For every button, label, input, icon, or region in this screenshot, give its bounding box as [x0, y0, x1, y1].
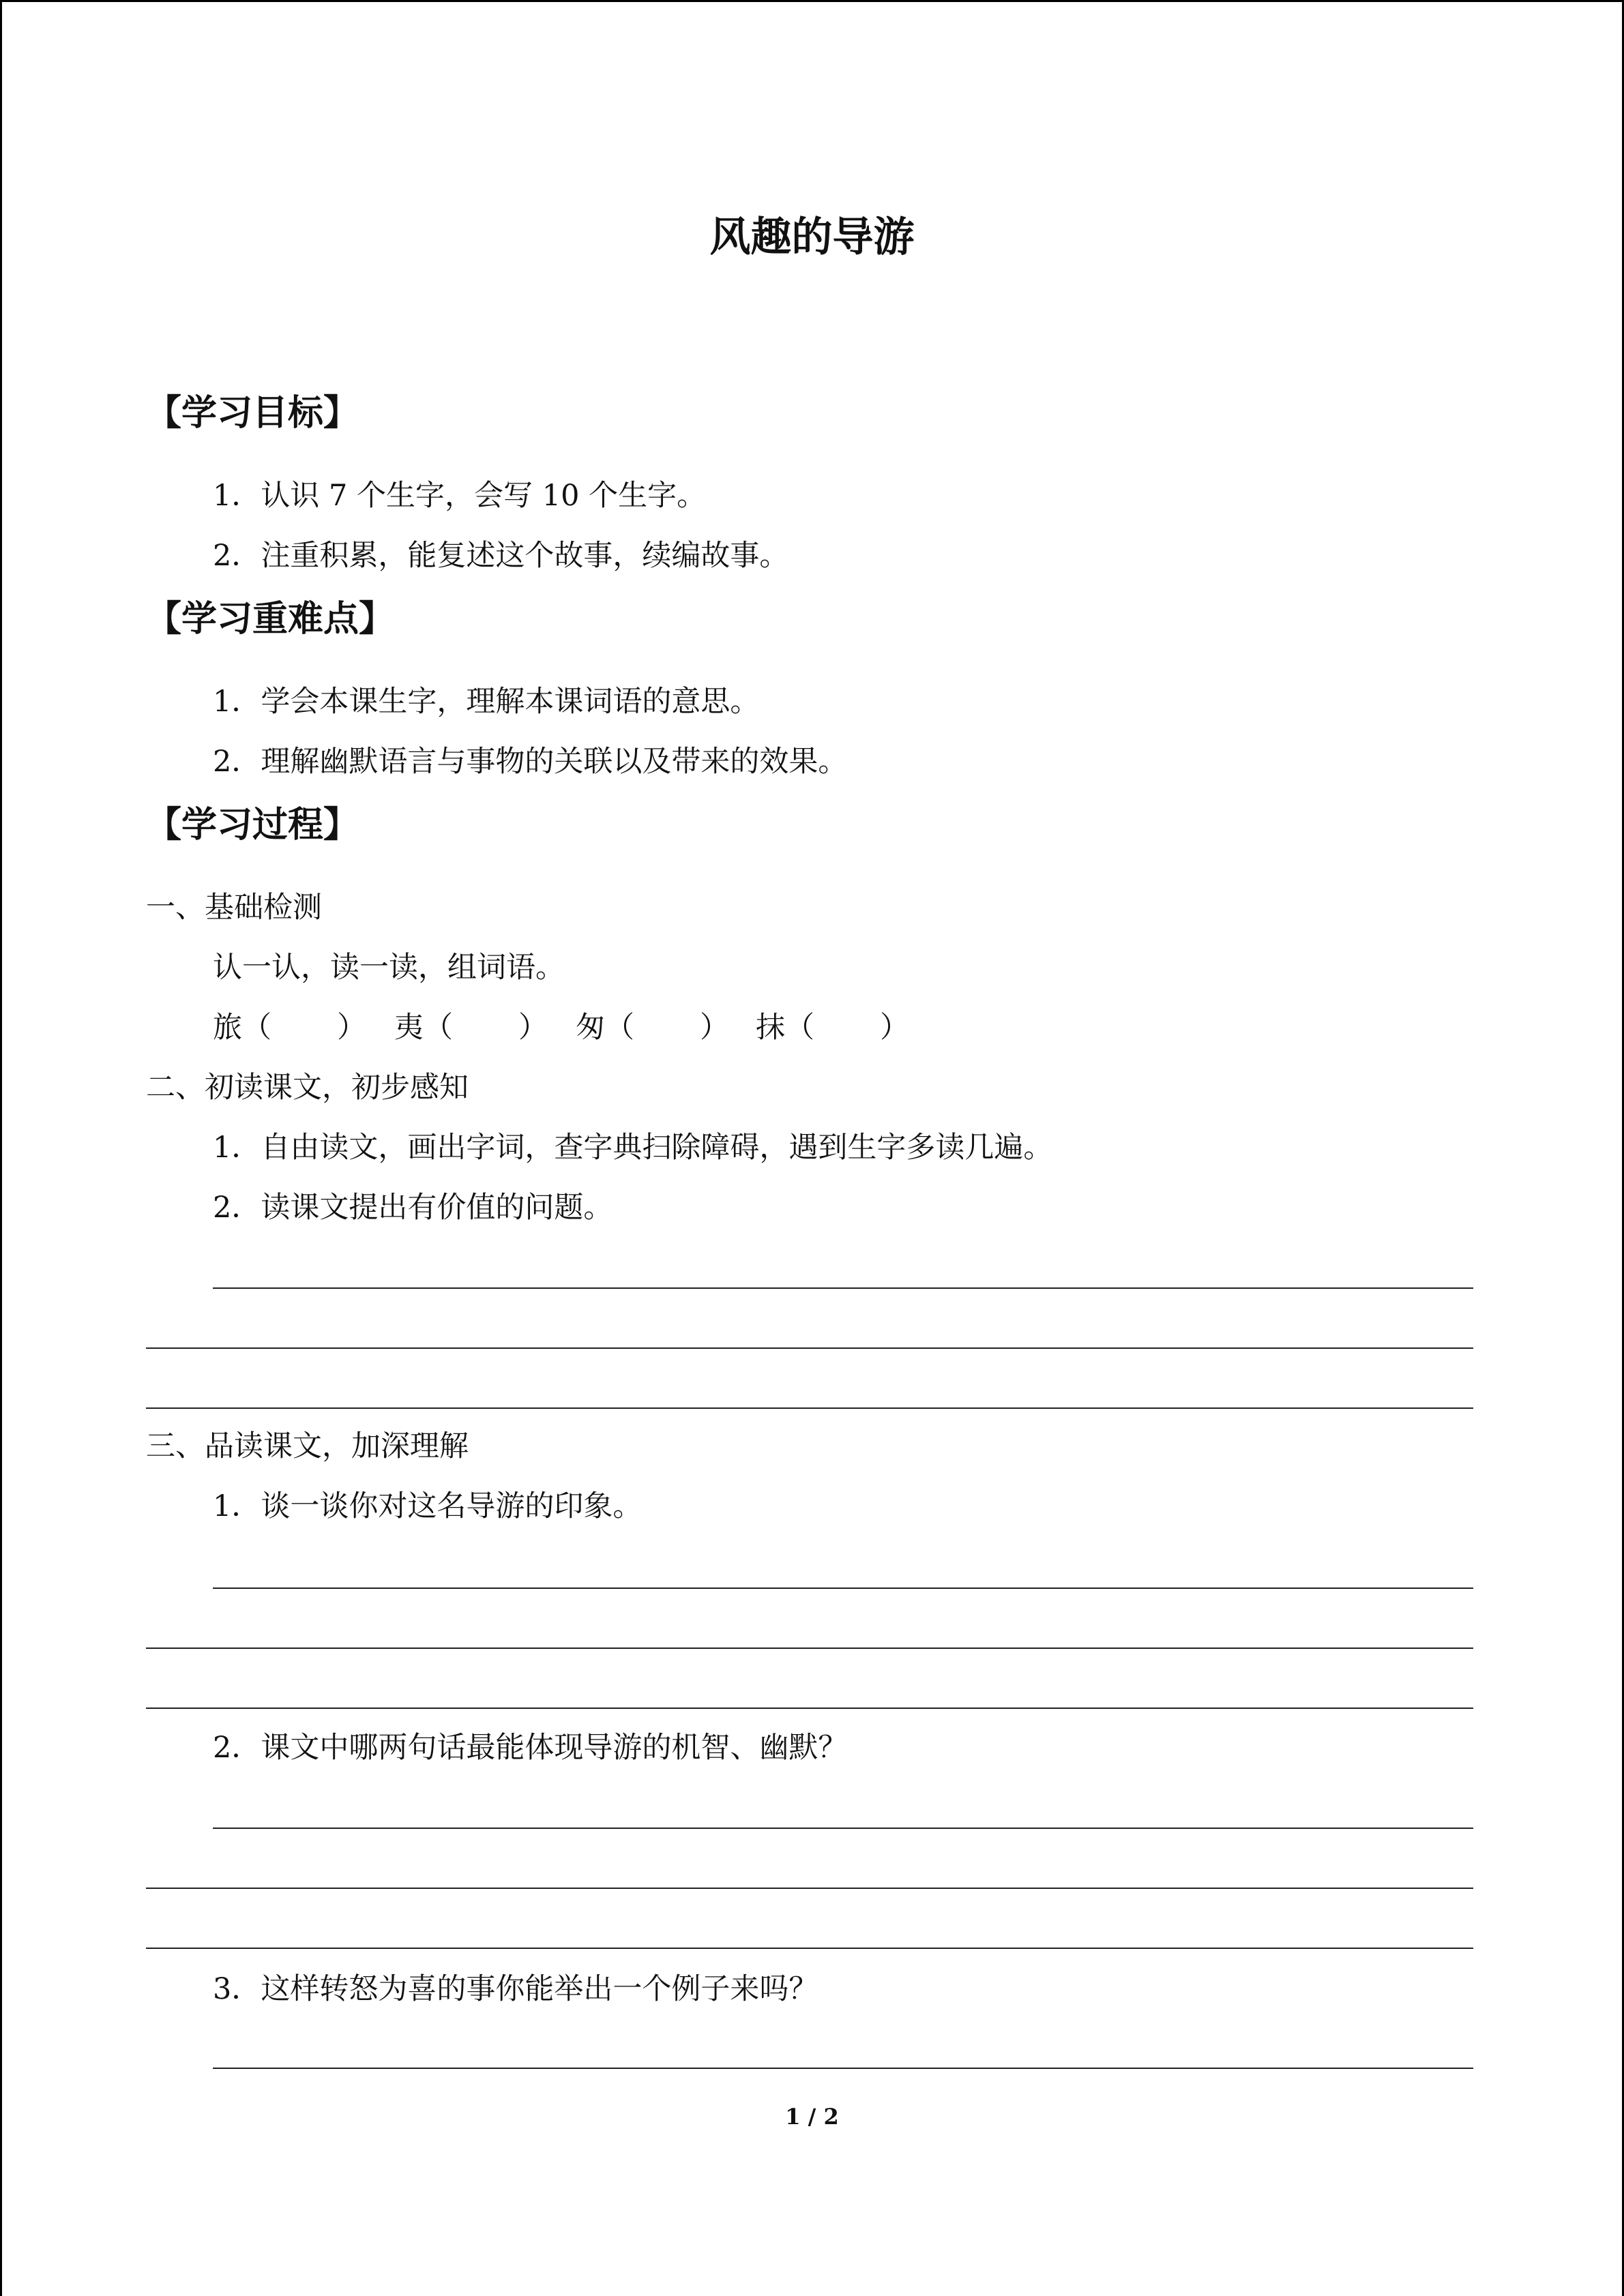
part3-item-2: 2．课文中哪两句话最能体现导游的机智、幽默？	[213, 1731, 848, 1765]
section-heading-process: 【学习过程】	[146, 805, 359, 846]
part2-title: 二、初读课文，初步感知	[146, 1071, 469, 1105]
key-point-item-2: 2．理解幽默语言与事物的关联以及带来的效果。	[213, 745, 848, 779]
paren-open: （	[605, 1011, 634, 1045]
answer-line[interactable]	[146, 1888, 1473, 1889]
page-border-top	[0, 0, 1624, 2]
answer-line[interactable]	[146, 1648, 1473, 1649]
part1-title: 一、基础检测	[146, 891, 322, 925]
key-point-item-1: 1．学会本课生字，理解本课词语的意思。	[213, 685, 760, 719]
section-heading-key-points: 【学习重难点】	[146, 599, 395, 640]
char-glyph: 抹	[756, 1011, 785, 1045]
answer-line[interactable]	[213, 1828, 1473, 1829]
answer-line[interactable]	[146, 1407, 1473, 1409]
char-glyph: 旅	[213, 1011, 242, 1045]
answer-line[interactable]	[213, 1587, 1473, 1589]
part2-item-1: 1．自由读文，画出字词，查字典扫除障碍，遇到生字多读几遍。	[213, 1131, 1053, 1165]
page-border-left	[0, 0, 2, 2296]
part3-item-3: 3．这样转怒为喜的事你能举出一个例子来吗？	[213, 1972, 818, 2006]
page-title: 风趣的导游	[709, 213, 915, 261]
part3-item-1: 1．谈一谈你对这名导游的印象。	[213, 1489, 643, 1523]
part2-item-2: 2．读课文提出有价值的问题。	[213, 1191, 613, 1225]
answer-line[interactable]	[146, 1948, 1473, 1949]
paren-close: ）	[337, 1011, 366, 1045]
page-number: 1 / 2	[785, 2104, 839, 2130]
paren-close: ）	[518, 1011, 548, 1045]
answer-line[interactable]	[146, 1708, 1473, 1709]
paren-open: （	[424, 1011, 453, 1045]
goal-item-1: 1．认识 7 个生字，会写 10 个生字。	[213, 479, 707, 513]
section-heading-goals: 【学习目标】	[146, 393, 359, 434]
paren-close: ）	[700, 1011, 729, 1045]
answer-line[interactable]	[213, 1287, 1473, 1289]
paren-open: （	[785, 1011, 814, 1045]
part3-title: 三、品读课文，加深理解	[146, 1429, 469, 1463]
char-glyph: 夷	[394, 1011, 424, 1045]
answer-line[interactable]	[213, 2068, 1473, 2069]
char-item-1	[213, 1013, 366, 1043]
char-glyph: 匆	[576, 1011, 605, 1045]
char-item-4	[756, 1013, 909, 1043]
answer-line[interactable]	[146, 1347, 1473, 1349]
paren-open: （	[242, 1011, 271, 1045]
goal-item-2: 2．注重积累，能复述这个故事，续编故事。	[213, 539, 789, 573]
paren-close: ）	[880, 1011, 909, 1045]
char-item-2	[394, 1013, 548, 1043]
char-item-3	[576, 1013, 729, 1043]
part1-instruction: 认一认，读一读，组词语。	[213, 951, 565, 985]
